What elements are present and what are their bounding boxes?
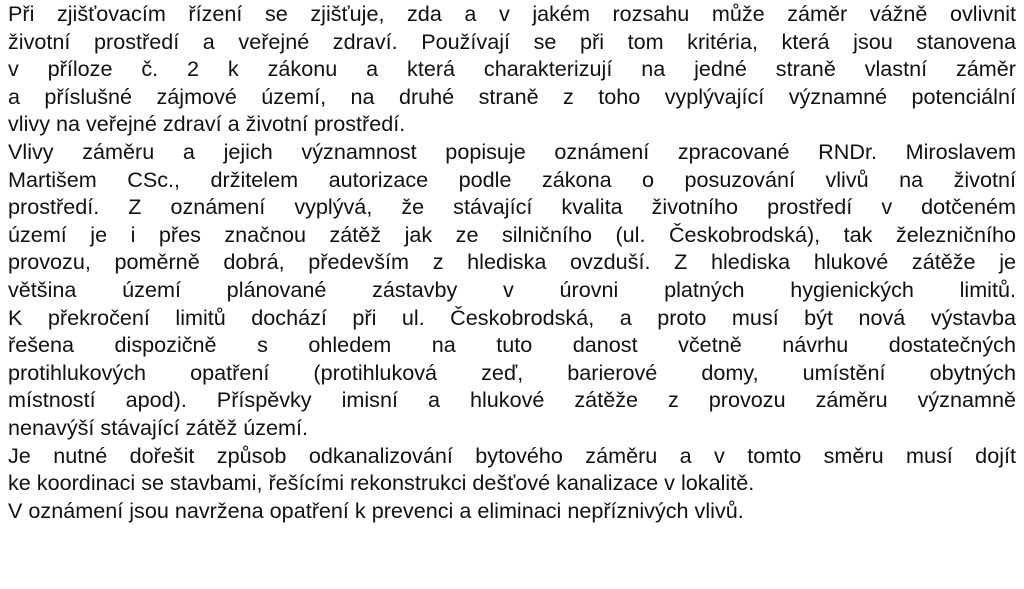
text-line-12: K překročení limitů dochází při ul. Českobrodská, a proto musí být nová výstavba xyxy=(8,304,1016,330)
text-line-15: místností apod). Příspěvky imisní a hlukové zátěže z provozu záměru významně xyxy=(8,387,1016,413)
text-line-5: vlivy na veřejné zdraví a životní prostředí. xyxy=(8,111,406,137)
text-line-6: Vlivy záměru a jejich významnost popisuje oznámení zpracované RNDr. Miroslavem xyxy=(8,138,1016,164)
text-line-13: řešena dispozičně s ohledem na tuto danost včetně návrhu dostatečných xyxy=(8,332,1016,358)
text-line-17: Je nutné dořešit způsob odkanalizování bytového záměru a v tomto směru musí dojít xyxy=(8,442,1016,468)
text-line-1: Při zjišťovacím řízení se zjišťuje, zda a v jakém rozsahu může záměr vážně ovlivnit xyxy=(8,1,1016,26)
text-line-18: ke koordinaci se stavbami, řešícími rekonstrukci dešťové kanalizace v lokalitě. xyxy=(8,470,755,496)
text-line-10: provozu, poměrně dobrá, především z hlediska ovzduší. Z hlediska hlukové zátěže je xyxy=(8,249,1016,275)
text-line-3: v příloze č. 2 k zákonu a která charakterizují na jedné straně vlastní záměr xyxy=(8,56,1016,82)
text-line-19: V oznámení jsou navržena opatření k prevenci a eliminaci nepříznivých vlivů. xyxy=(8,497,744,523)
text-line-16: nenavýší stávající zátěž území. xyxy=(8,414,309,440)
text-line-9: území je i přes značnou zátěž jak ze silničního (ul. Českobrodská), tak železničního xyxy=(8,221,1016,247)
text-line-11: většina území plánované zástavby v úrovni platných hygienických limitů. xyxy=(8,276,1016,302)
text-line-4: a příslušné zájmové území, na druhé straně z toho vyplývající významné potenciální xyxy=(8,83,1016,109)
text-line-7: Martišem CSc., držitelem autorizace podle zákona o posuzování vlivů na životní xyxy=(8,166,1016,192)
text-line-8: prostředí. Z oznámení vyplývá, že stávající kvalita životního prostředí v dotčeném xyxy=(8,194,1016,220)
text-line-14: protihlukových opatření (protihluková zeď, barierové domy, umístění obytných xyxy=(8,359,1016,385)
text-line-2: životní prostředí a veřejné zdraví. Používají se při tom kritéria, která jsou stanovena xyxy=(8,28,1016,54)
